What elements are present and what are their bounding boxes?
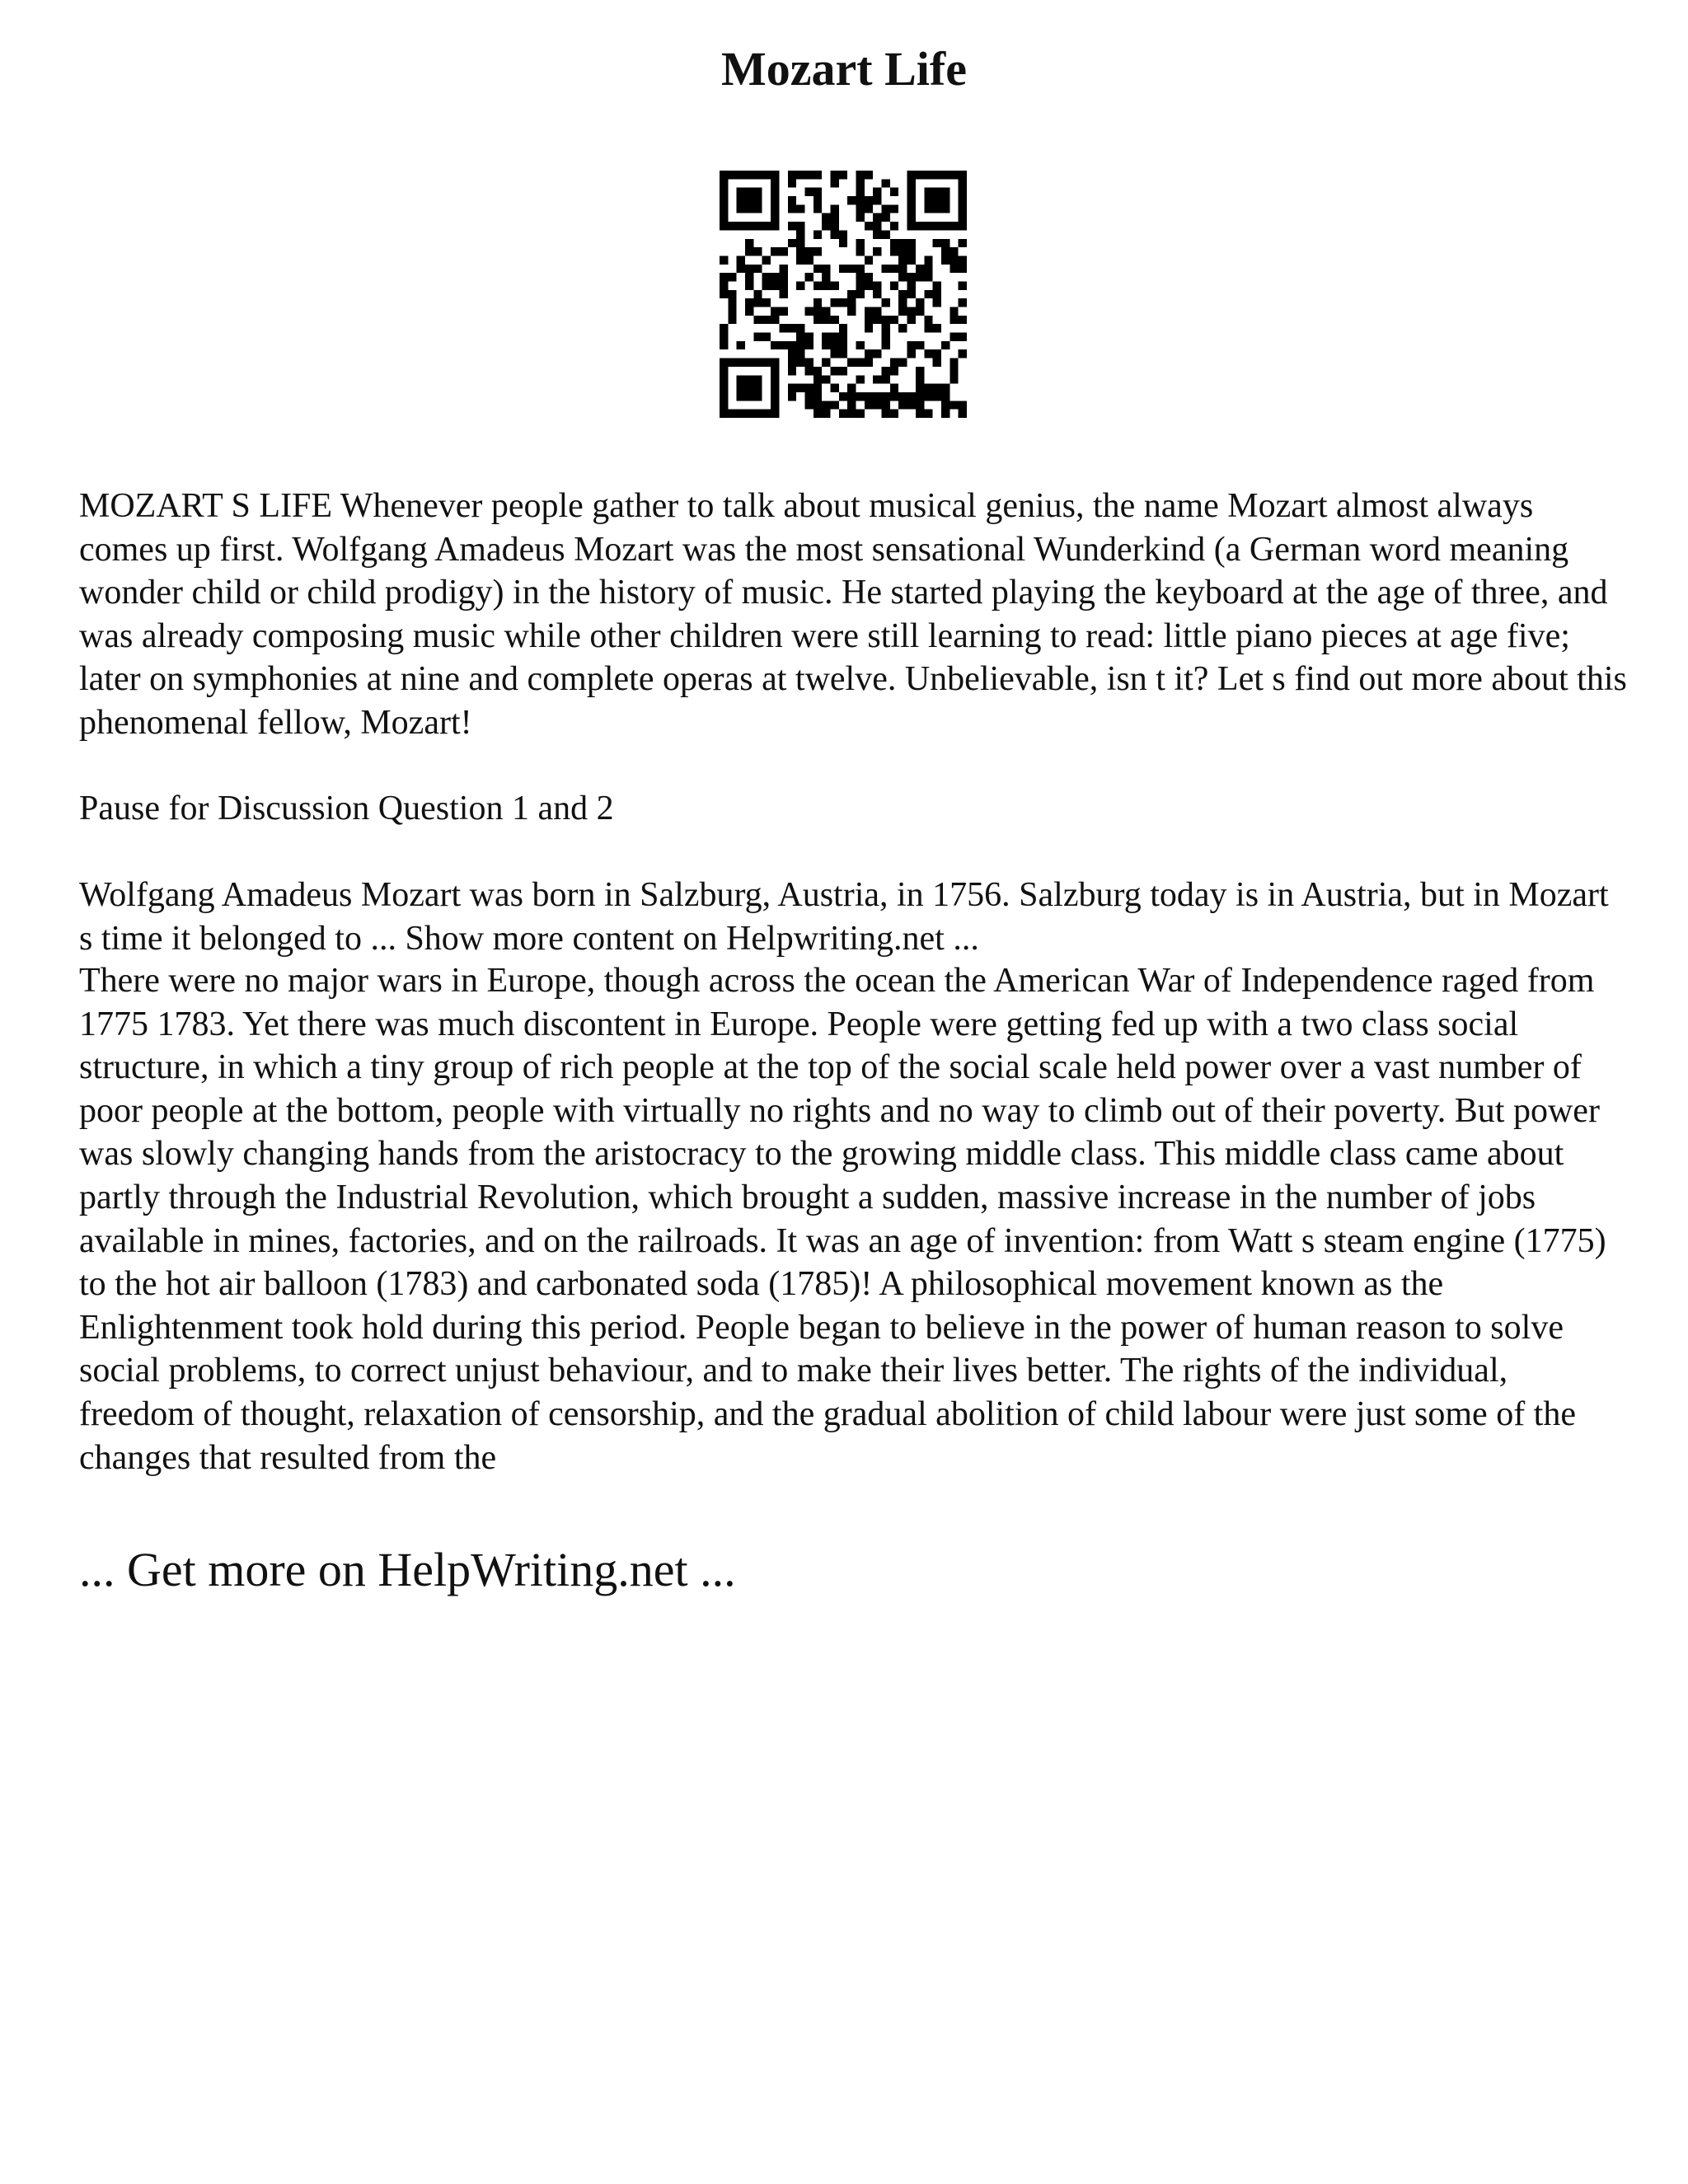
intro-paragraph: MOZART S LIFE Whenever people gather to talk about musical genius, the name Mozart almost always comes up first. Wolfgang Amadeus Mozart was the most sensational Wunderkind (a German word meaning wonder child or child prodigy) in the history of music. He started playing the keyboard at the age of three, and was already composing music while other children were still learning to read: little piano pieces at age five; later on symphonies at nine and complete operas at twelve. Unbelievable, isn t it? Let s find out more about this phenomenal fellow, Mozart! — [79, 487, 1627, 742]
birth-paragraph: Wolfgang Amadeus Mozart was born in Salzburg, Austria, in 1756. Salzburg today is in Austria, but in Mozart s time it belonged to ... Show more content on Helpwriting.net ... — [79, 876, 1609, 958]
get-more-link[interactable]: ... Get more on HelpWriting.net ... — [79, 1543, 736, 1596]
qr-code-graphic — [720, 171, 967, 418]
qr-code[interactable] — [720, 171, 967, 418]
page-title: Mozart Life — [721, 42, 967, 96]
discussion-prompt: Pause for Discussion Question 1 and 2 — [79, 790, 614, 827]
history-paragraph: There were no major wars in Europe, though across the ocean the American War of Independence raged from 1775 1783. Yet there was much discontent in Europe. People were getting fed up with a two class social structure, in which a tiny group of rich people at the top of the social scale held power over a vast number of poor people at the bottom, people with virtually no rights and no way to climb out of their poverty. But power was slowly changing hands from the aristocracy to the growing middle class. This middle class came about partly through the Industrial Revolution, which brought a sudden, massive increase in the number of jobs available in mines, factories, and on the railroads. It was an age of invention: from Watt s steam engine (1775) to the hot air balloon (1783) and carbonated soda (1785)! A philosophical movement known as the Enlightenment took hold during this period. People began to believe in the power of human reason to solve social problems, to correct unjust behaviour, and to make their lives better. The rights of the individual, freedom of thought, relaxation of censorship, and the gradual abolition of child labour were just some of the changes that resulted from the — [79, 962, 1606, 1477]
